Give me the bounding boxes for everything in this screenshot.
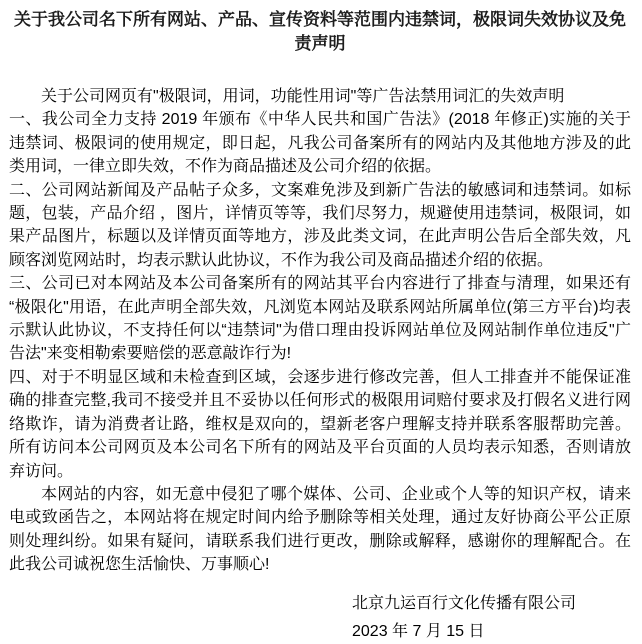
paragraph-5: 四、对于不明显区域和未检查到区域，会逐步进行修改完善，但人工排查并不能保证准确的排查完整,我司不接受并且不妥协以任何形式的极限用词赔付要求及打假名义进行网络欺诈，请为消费者让路，维权是双向的，望新老客户理解支持并联系客服帮助完善。所有访问本公司网页及本公司名下所有的网站及平台页面的人员均表示知悉，否则请放弃访问。 bbox=[9, 368, 631, 480]
paragraph-3: 二、公司网站新闻及产品帖子众多，文案难免涉及到新广告法的敏感词和违禁词。如标题，包装，产品介绍 ，图片，详情页等等，我们尽努力，规避使用违禁词，极限词，如果产品图片，标题以及详情页面等地方，涉及此类文词，在此声明公告后全部失效，凡顾客浏览网站时，均表示默认此协议，不作为我公司及商品描述介绍的依据。 bbox=[9, 181, 631, 269]
paragraph-2: 一、我公司全力支持 2019 年颁布《中华人民共和国广告法》(2018 年修正)实施的关于违禁词、极限词的使用规定，即日起，凡我公司备案所有的网站内及其他地方涉及的此类用词，一律立即失效，不作为商品描述及公司介绍的依据。 bbox=[9, 111, 631, 176]
document-paragraphs bbox=[9, 85, 631, 577]
page-title: 关于我公司名下所有网站、产品、宣传资料等范围内违禁词，极限词失效协议及免责声明 bbox=[14, 10, 626, 53]
paragraph-4: 三、公司已对本网站及本公司备案所有的网站其平台内容进行了排查与清理，如果还有“极限化"用语，在此声明全部失效，凡浏览本网站及联系网站所属单位(第三方平台)均表示默认此协议，不支持任何以“违禁词"为借口理由投诉网站单位及网站制作单位违反"广告法"来变相勒索要赔偿的恶意敲诈行为! bbox=[9, 275, 631, 363]
signature-block bbox=[352, 592, 631, 644]
paragraph-1: 关于公司网页有"极限词，用词，功能性用词"等广告法禁用词汇的失效声明 bbox=[41, 88, 565, 105]
signature-date: 2023 年 7 月 15 日 bbox=[352, 623, 485, 641]
signature-company: 北京九运百行文化传播有限公司 bbox=[352, 594, 577, 612]
paragraph-6: 本网站的内容，如无意中侵犯了哪个媒体、公司、企业或个人等的知识产权，请来电或致函告之，本网站将在规定时间内给予删除等相关处理，通过友好协商公平公正原则处理纠纷。如果有疑问，请联系我们进行更改，删除或解释，感谢你的理解配合。在此我公司诚祝您生活愉快、万事顺心! bbox=[9, 485, 631, 574]
